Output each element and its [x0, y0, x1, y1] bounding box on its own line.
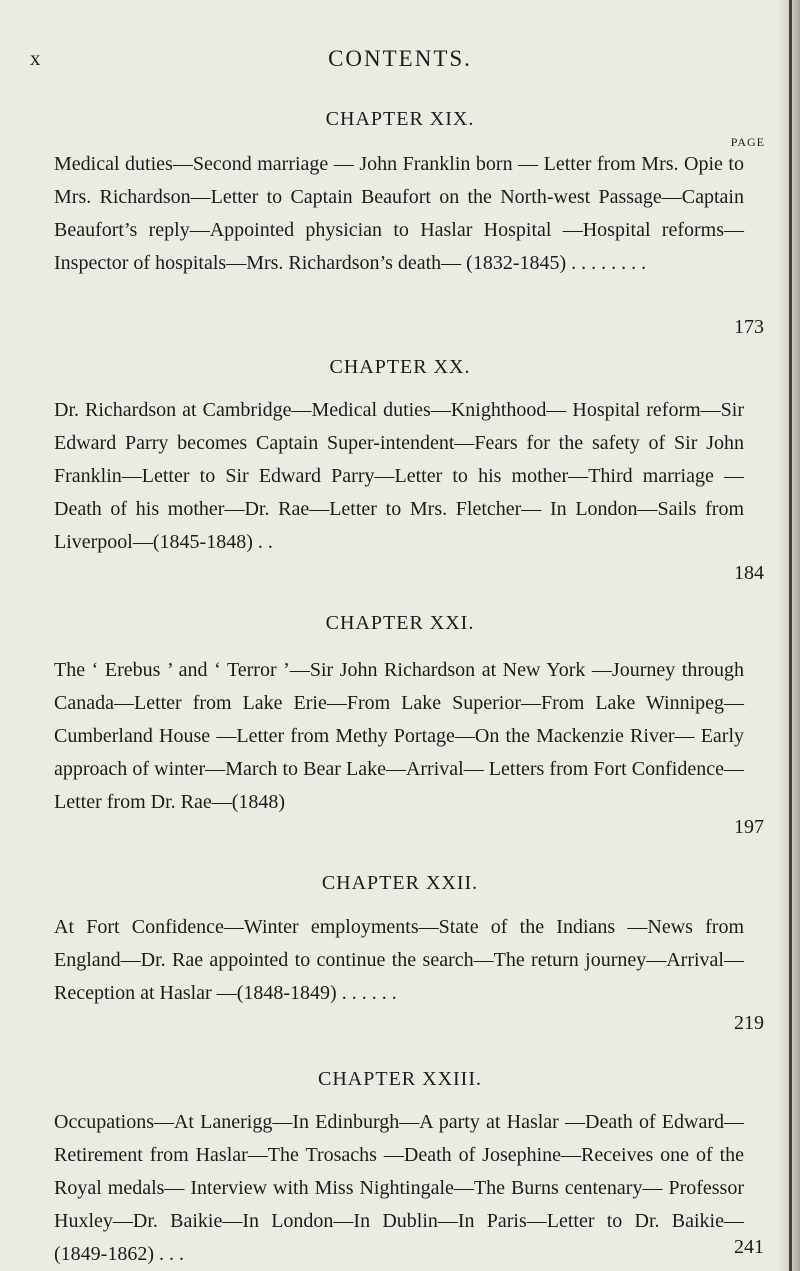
chapter-heading: CHAPTER XXIII. [318, 1068, 482, 1090]
chapter-summary: At Fort Confidence—Winter employments—State of the Indians —News from England—Dr. Rae appointed to continue the search—The return journey—Arrival—Reception at Haslar —(1848-1849) . . . . . . [54, 916, 744, 1004]
page-title: CONTENTS. [328, 46, 472, 71]
chapter-heading: CHAPTER XIX. [325, 108, 475, 130]
chapter-page-number: 184 [734, 562, 764, 584]
chapter-summary: Dr. Richardson at Cambridge—Medical duties—Knighthood— Hospital reform—Sir Edward Parry becomes Captain Super-intendent—Fears for the safety of Sir John Franklin—Letter to Sir Edward Parry—Letter to his mother—Third marriage —Death of his mother—Dr. Rae—Letter to Mrs. Fletcher— In London—Sails from Liverpool—(1845-1848) . . [54, 399, 744, 553]
chapter-page-number: 219 [734, 1012, 764, 1034]
chapter-page-number: 197 [734, 816, 764, 838]
chapter-page-number: 241 [734, 1236, 764, 1258]
page-column-label: PAGE [730, 135, 765, 149]
chapter-heading: CHAPTER XXI. [325, 612, 475, 634]
chapter-page-number: 173 [734, 316, 764, 338]
chapter-summary: The ‘ Erebus ’ and ‘ Terror ’—Sir John Richardson at New York —Journey through Canada—Letter from Lake Erie—From Lake Superior—From Lake Winnipeg—Cumberland House —Letter from Methy Portage—On the Mackenzie River— Early approach of winter—March to Bear Lake—Arrival— Letters from Fort Confidence—Letter from Dr. Rae—(1848) [54, 659, 744, 813]
chapter-heading: CHAPTER XX. [329, 356, 471, 378]
header-page-number: x [30, 46, 42, 70]
chapter-heading: CHAPTER XXII. [321, 872, 479, 894]
chapter-summary: Medical duties—Second marriage — John Franklin born — Letter from Mrs. Opie to Mrs. Richardson—Letter to Captain Beaufort on the North-west Passage—Captain Beaufort’s reply—Appointed physician to Haslar Hospital —Hospital reforms—Inspector of hospitals—Mrs. Richardson’s death— (1832-1845) . . . . . . . . [54, 153, 744, 274]
chapter-summary: Occupations—At Lanerigg—In Edinburgh—A party at Haslar —Death of Edward—Retirement from Haslar—The Trosachs —Death of Josephine—Receives one of the Royal medals— Interview with Miss Nightingale—The Burns centenary— Professor Huxley—Dr. Baikie—In London—In Dublin—In Paris—Letter to Dr. Baikie—(1849-1862) . . . [54, 1111, 744, 1265]
